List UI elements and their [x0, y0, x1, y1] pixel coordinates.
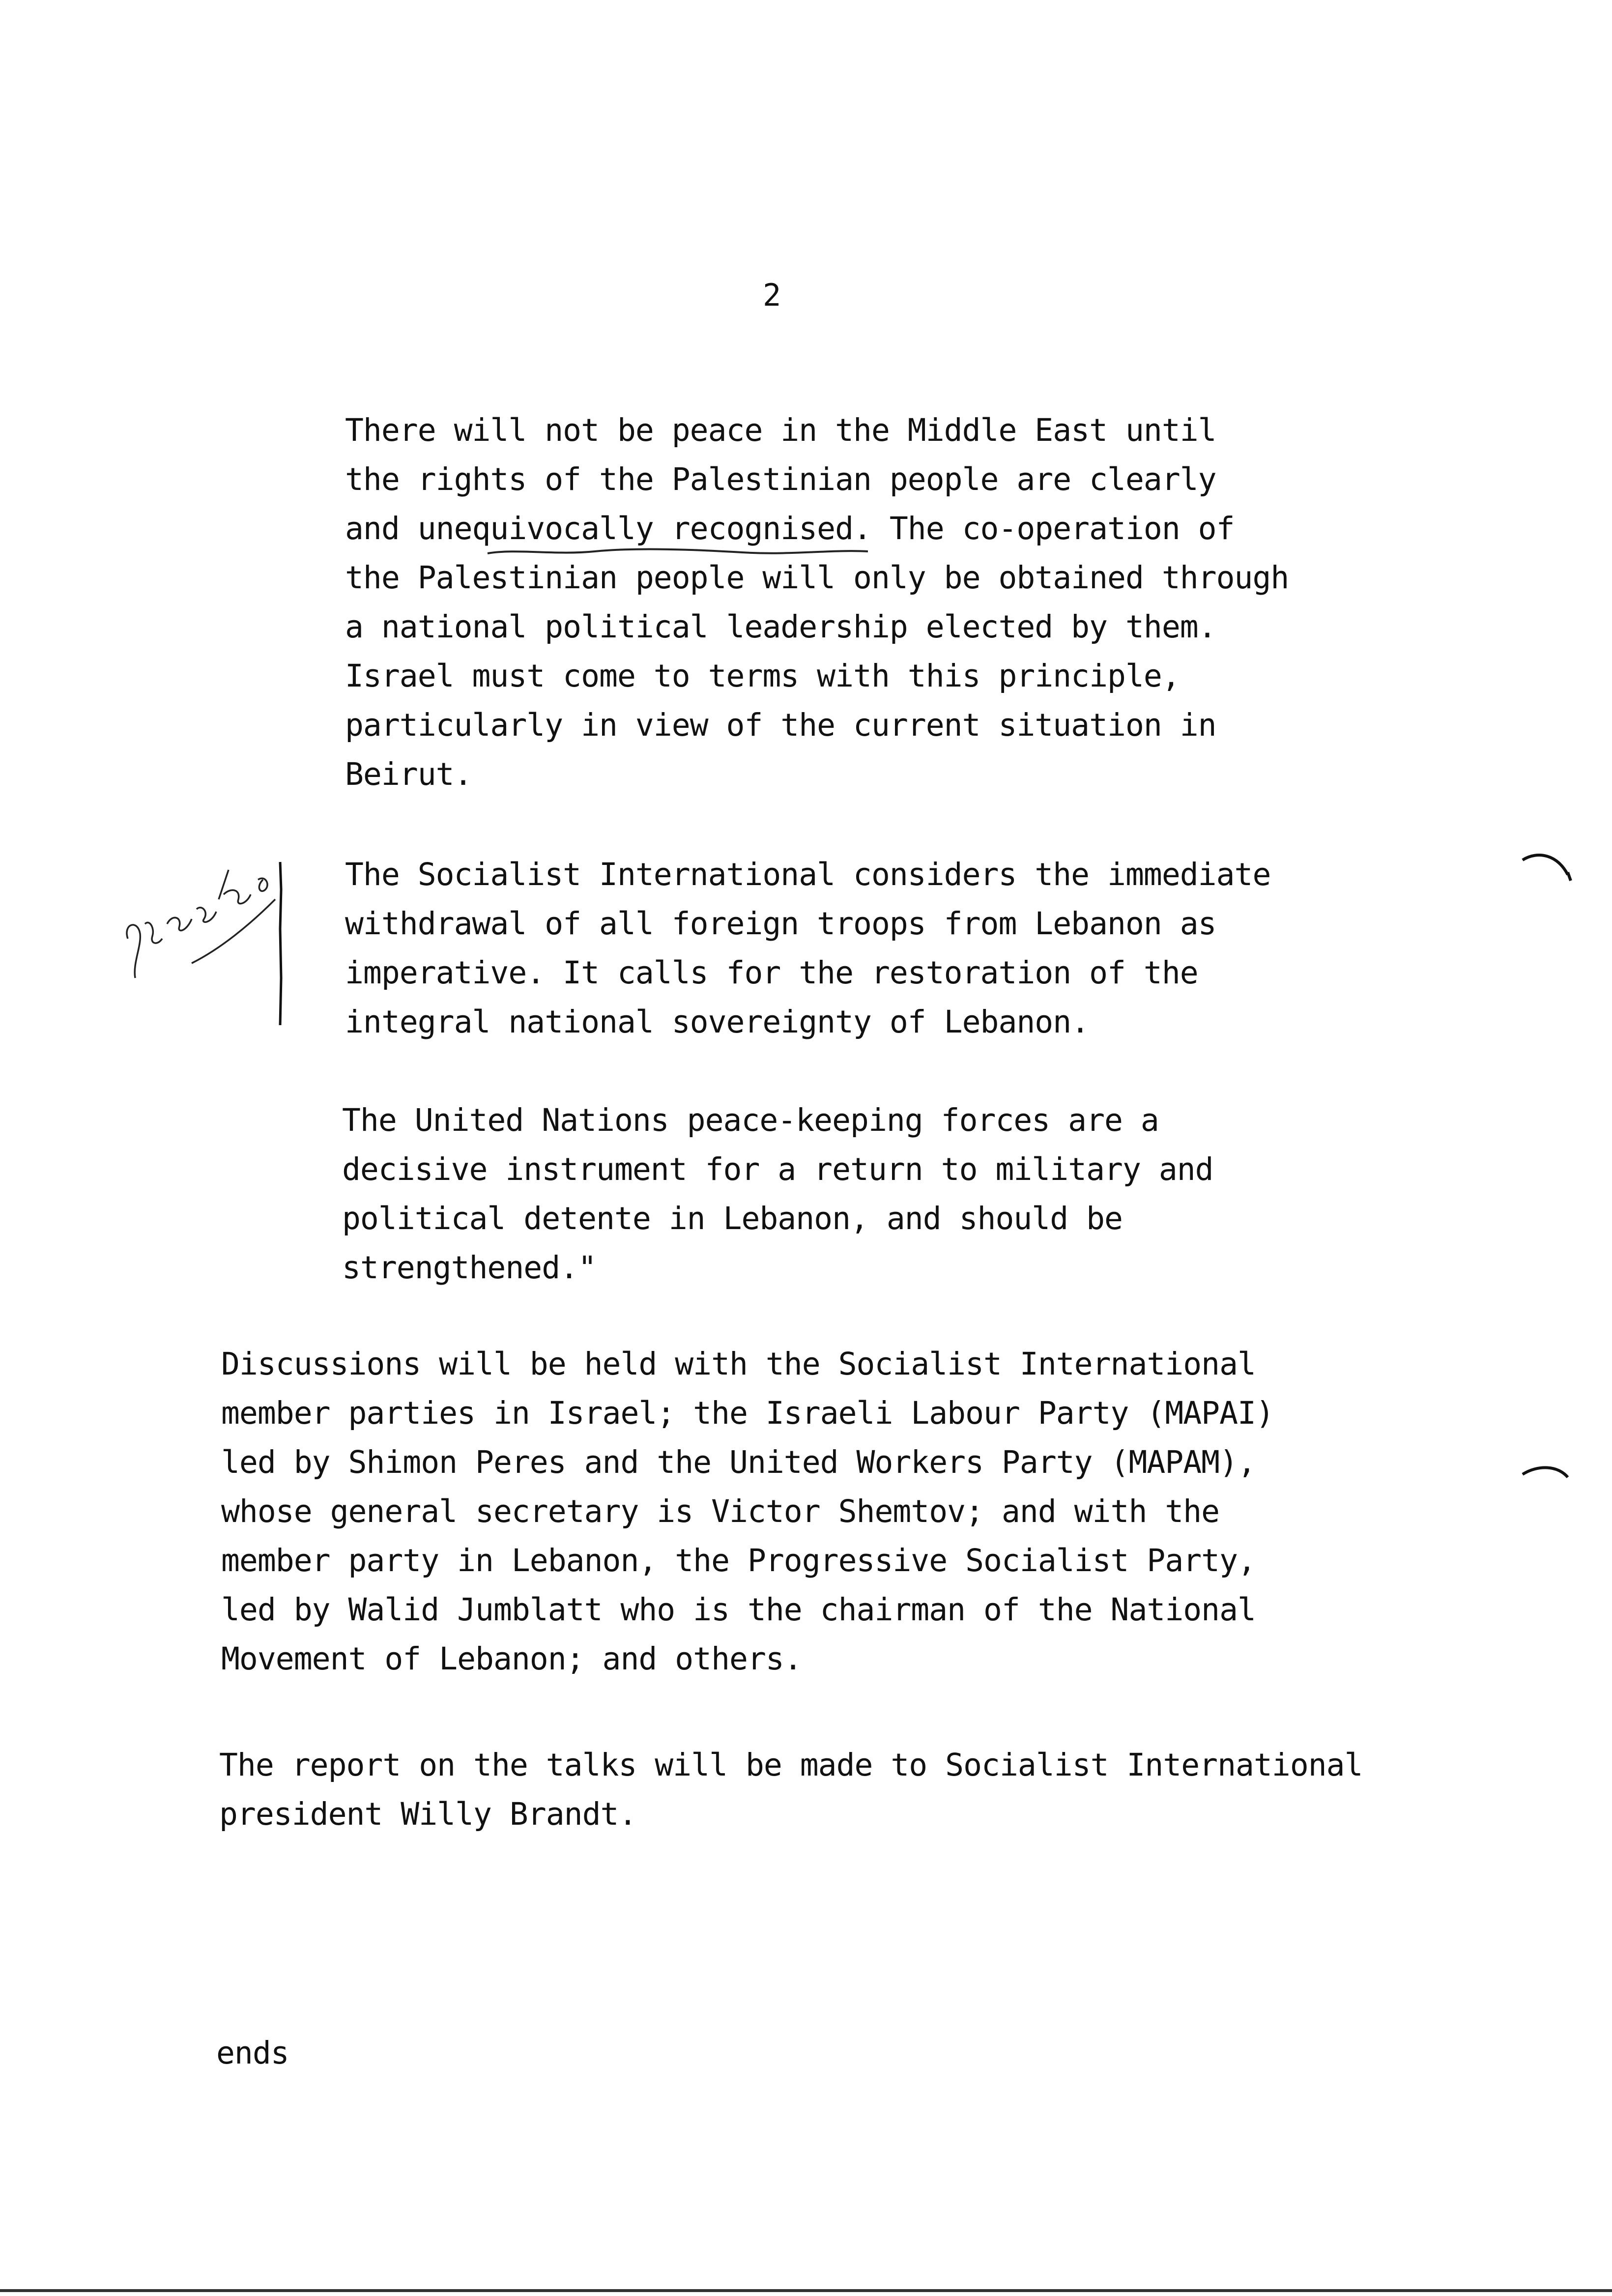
quote-paragraph-1 [345, 406, 1289, 799]
text-line: Movement of Lebanon; and others. [221, 1641, 802, 1677]
scan-mark [1519, 845, 1578, 890]
text-line: led by Walid Jumblatt who is the chairman of the National [221, 1592, 1256, 1628]
scan-mark [1519, 1455, 1573, 1489]
page-bottom-edge [0, 2289, 1612, 2292]
handwritten-underline [487, 545, 870, 559]
text-line: integral national sovereignty of Lebanon. [345, 1004, 1090, 1040]
quote-paragraph-3 [342, 1096, 1213, 1292]
text-line: member parties in Israel; the Israeli Labour Party (MAPAI) [221, 1395, 1274, 1431]
discussions-paragraph [221, 1340, 1274, 1684]
text-line: withdrawal of all foreign troops from Lebanon as [345, 906, 1216, 942]
margin-bracket-line [265, 860, 295, 1027]
text-line: There will not be peace in the Middle East until [345, 412, 1216, 448]
text-line: The United Nations peace-keeping forces are a [342, 1102, 1159, 1138]
text-line: Israel must come to terms with this principle, [345, 658, 1180, 694]
text-line: imperative. It calls for the restoration of the [345, 955, 1198, 991]
text-line: ends [216, 2035, 289, 2071]
text-line: the rights of the Palestinian people are clearly [345, 461, 1216, 497]
text-line: particularly in view of the current situation in [345, 707, 1216, 743]
text-line: Beirut. [345, 756, 472, 792]
text-line: the Palestinian people will only be obtained through [345, 560, 1289, 596]
text-line: led by Shimon Peres and the United Workers Party (MAPAM), [221, 1444, 1256, 1480]
text-line: strengthened." [342, 1250, 597, 1286]
text-line: whose general secretary is Victor Shemtov; and with the [221, 1493, 1220, 1529]
quote-paragraph-2 [345, 850, 1270, 1047]
text-line: and unequivocally recognised. The co-operation of [345, 511, 1235, 546]
text-line: member party in Lebanon, the Progressive Socialist Party, [221, 1543, 1256, 1578]
text-line: political detente in Lebanon, and should be [342, 1201, 1123, 1236]
text-line: The report on the talks will be made to Socialist International [219, 1747, 1363, 1783]
report-paragraph [219, 1741, 1363, 1839]
text-line: Discussions will be held with the Socialist International [221, 1346, 1256, 1382]
text-line: decisive instrument for a return to military and [342, 1151, 1213, 1187]
closing-text [216, 2029, 289, 2078]
text-line: president Willy Brandt. [219, 1796, 637, 1832]
page-number: 2 [763, 277, 781, 313]
text-line: a national political leadership elected by them. [345, 609, 1216, 645]
text-line: The Socialist International considers the immediate [345, 857, 1271, 892]
